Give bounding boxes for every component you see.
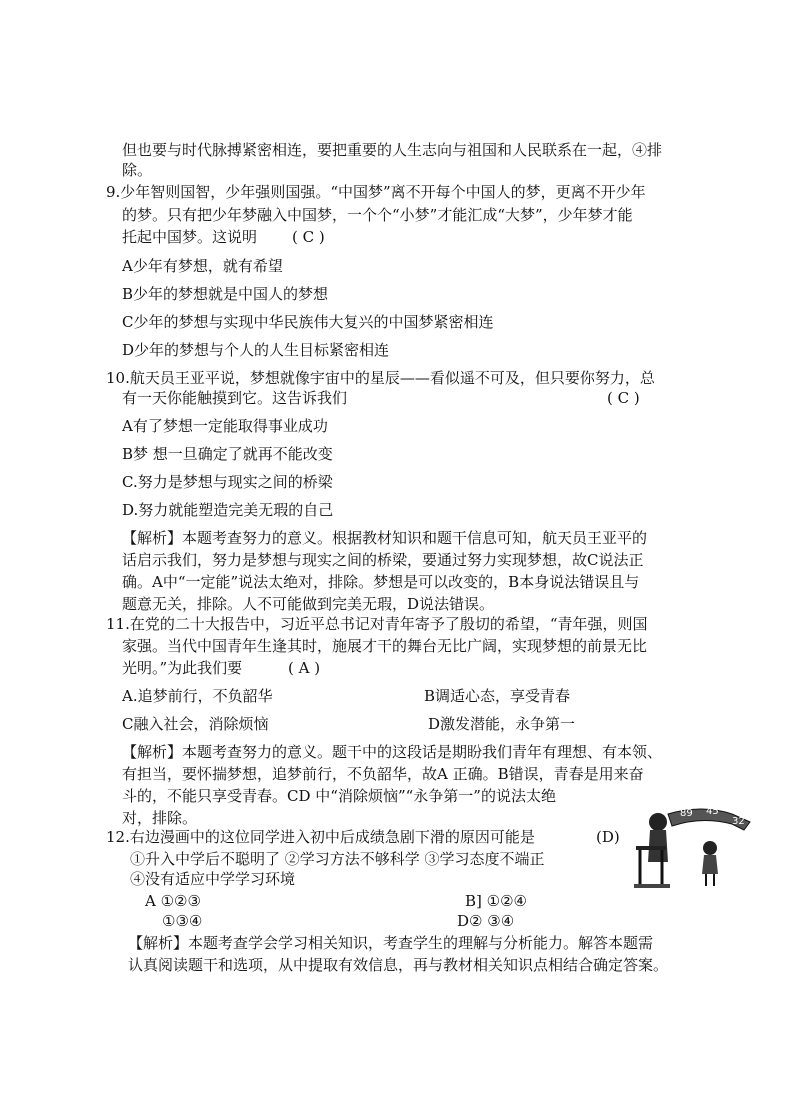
q10-analysis-line-1: 【解析】本题考查努力的意义。根据教材知识和题干信息可知，航天员王亚平的 [122, 529, 648, 547]
score-3: 32 [732, 816, 745, 827]
q10-stem-line-2: 有一天你能触摸到它。这告诉我们 [122, 389, 348, 407]
q9-stem-line-3: 托起中国梦。这说明 [122, 228, 258, 246]
q11-option-d: D激发潜能，永争第一 [428, 715, 576, 733]
q12-option-d: D② ③④ [457, 912, 515, 930]
q11-option-b: B调适心态，享受青春 [424, 687, 571, 705]
q11-stem-line-2: 家强。当代中国青年生逢其时，施展才干的舞台无比广阔，实现梦想的前景无比 [122, 637, 648, 655]
cartoon-declining-grades [632, 800, 772, 892]
q10-option-a: A有了梦想一定能取得事业成功 [122, 417, 328, 435]
q9-option-b: B少年的梦想就是中国人的梦想 [122, 285, 329, 303]
q10-option-b: B梦 想一旦确定了就再不能改变 [122, 445, 333, 463]
q11-stem-line-1: 11.在党的二十大报告中，习近平总书记对青年寄予了殷切的希望，“青年强，则国 [106, 615, 648, 633]
score-1: 89 [680, 808, 693, 819]
q12-answer: (D) [596, 828, 620, 846]
q9-stem-line-1: 9.少年智则国智，少年强则国强。“中国梦”离不开每个中国人的梦，更离不开少年 [106, 183, 646, 201]
q12-stem-line-1: 12.右边漫画中的这位同学进入初中后成绩急剧下滑的原因可能是 [106, 828, 535, 846]
continuation-line-1: 但也要与时代脉搏紧密相连，要把重要的人生志向与祖国和人民联系在一起，④排 [122, 141, 663, 159]
q11-option-c: C融入社会，消除烦恼 [122, 715, 269, 733]
q10-option-c: C.努力是梦想与现实之间的桥梁 [122, 473, 333, 491]
q12-items-line-2: ④没有适应中学学习环境 [130, 870, 296, 888]
continuation-line-2: 除。 [122, 161, 153, 179]
score-2: 45 [706, 806, 719, 817]
q11-analysis-line-4: 对，排除。 [122, 809, 198, 827]
q10-analysis-line-2: 话启示我们，努力是梦想与现实之间的桥梁，要通过努力实现梦想，故C说法正 [122, 551, 644, 569]
q11-answer: ( A ) [288, 659, 321, 677]
q11-stem-line-3: 光明。”为此我们要 [122, 659, 243, 677]
q12-analysis-line-1: 【解析】本题考查学会学习相关知识，考查学生的理解与分析能力。解答本题需 [128, 934, 654, 952]
q9-option-c: C少年的梦想与实现中华民族伟大复兴的中国梦紧密相连 [122, 313, 494, 331]
q10-answer: ( C ) [607, 389, 640, 407]
q11-analysis-line-1: 【解析】本题考查努力的意义。题干中的这段话是期盼我们青年有理想、有本领、 [122, 743, 663, 761]
q10-analysis-line-3: 确。A中“一定能”说法太绝对，排除。梦想是可以改变的，B本身说法错误且与 [122, 573, 640, 591]
q9-answer: ( C ) [292, 228, 325, 246]
q9-option-d: D少年的梦想与个人的人生目标紧密相连 [122, 341, 390, 359]
q10-option-d: D.努力就能塑造完美无瑕的自己 [122, 501, 334, 519]
q11-analysis-line-2: 有担当，要怀揣梦想，追梦前行，不负韶华，故A 正确。B错误，青春是用来奋 [122, 765, 644, 783]
q12-option-c: ①③④ [162, 912, 203, 930]
q9-option-a: A少年有梦想，就有希望 [122, 257, 283, 275]
q9-stem-line-2: 的梦。只有把少年梦融入中国梦，一个个“小梦”才能汇成“大梦”，少年梦才能 [122, 206, 633, 224]
q10-stem-line-1: 10.航天员王亚平说，梦想就像宇宙中的星辰——看似遥不可及，但只要你努力，总 [106, 369, 655, 387]
q10-analysis-line-4: 题意无关，排除。人不可能做到完美无瑕，D说法错误。 [122, 595, 495, 613]
q11-option-a: A.追梦前行，不负韶华 [122, 687, 273, 705]
q12-analysis-line-2: 认真阅读题干和选项，从中提取有效信息，再与教材相关知识点相结合确定答案。 [128, 956, 669, 974]
q12-option-b: B] ①②④ [465, 892, 527, 910]
q12-option-a: A ①②③ [145, 892, 201, 910]
q12-items-line-1: ①升入中学后不聪明了 ②学习方法不够科学 ③学习态度不端正 [130, 850, 545, 868]
q11-analysis-line-3: 斗的，不能只享受青春。CD 中“消除烦恼”“永争第一”的说法太绝 [122, 787, 556, 805]
